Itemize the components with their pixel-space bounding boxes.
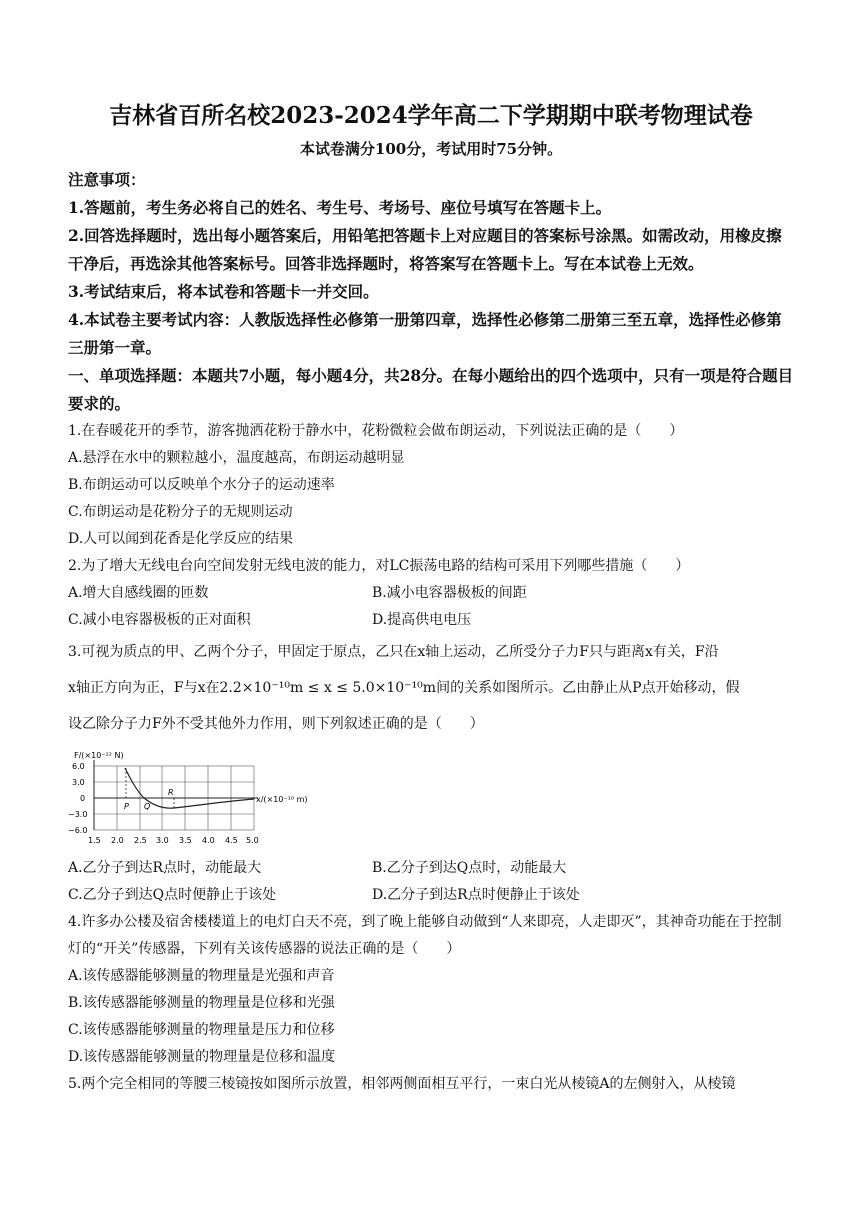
q3-option-d: D.乙分子到达R点时便静止于该处 — [372, 887, 580, 903]
q3-option-a: A.乙分子到达R点时，动能最大 — [68, 860, 262, 876]
y-tick: 3.0 — [72, 778, 85, 787]
q2-stem: 2.为了增大无线电台向空间发射无线电波的能力，对LC振荡电路的结构可采用下列哪些措施（ ） — [68, 558, 690, 574]
q3-stem-line3: 设乙除分子力F外不受其他外力作用，则下列叙述正确的是（ ） — [68, 716, 484, 732]
exam-subtitle: 本试卷满分100分，考试用时75分钟。 — [299, 140, 563, 158]
force-distance-graph — [68, 748, 328, 853]
point-label-r: R — [168, 788, 174, 797]
point-label-p: P — [124, 802, 129, 811]
q1-option-c: C.布朗运动是花粉分子的无规则运动 — [68, 504, 293, 520]
exam-title: 吉林省百所名校2023-2024学年高二下学期期中联考物理试卷 — [109, 102, 753, 129]
x-tick: 4.0 — [202, 836, 215, 845]
x-tick: 1.5 — [88, 836, 101, 845]
q3-formula: 2.2×10⁻¹⁰m ≤ x ≤ 5.0×10⁻¹⁰m — [219, 680, 437, 696]
y-tick: −3.0 — [68, 810, 88, 819]
q1-option-b: B.布朗运动可以反映单个水分子的运动速率 — [68, 477, 335, 493]
q4-stem: 4.许多办公楼及宿舍楼楼道上的电灯白天不亮，到了晚上能够自动做到“人来即亮，人走即灭”，其神奇功能在于控制灯的“开关”传感器，下列有关该传感器的说法正确的是（ ） — [68, 914, 782, 957]
q2-option-b: B.减小电容器极板的间距 — [372, 585, 527, 601]
x-tick: 4.5 — [225, 836, 238, 845]
section-heading: 一、单项选择题：本题共7小题，每小题4分，共28分。在每小题给出的四个选项中，只有一项是符合题目要求的。 — [68, 366, 794, 413]
y-tick: −6.0 — [68, 826, 88, 835]
q4-option-b: B.该传感器能够测量的物理量是位移和光强 — [68, 995, 335, 1011]
exam-page — [68, 100, 794, 1098]
note-item: 3.考试结束后，将本试卷和答题卡一并交回。 — [68, 282, 379, 301]
x-tick: 5.0 — [246, 836, 259, 845]
q2-options-row2 — [68, 607, 794, 634]
q2-option-d: D.提高供电电压 — [372, 612, 472, 628]
graph-xlabel: x/(×10⁻¹⁰ m) — [256, 795, 308, 804]
q3-options-row2 — [68, 882, 794, 909]
q4-option-c: C.该传感器能够测量的物理量是压力和位移 — [68, 1022, 335, 1038]
y-tick: 0 — [80, 794, 86, 803]
graph-ylabel: F/(×10⁻¹² N) — [74, 751, 124, 760]
q3-option-b: B.乙分子到达Q点时，动能最大 — [372, 860, 567, 876]
q3-stem-text: x轴正方向为正，F与x在 — [68, 680, 220, 696]
x-tick: 3.0 — [156, 836, 169, 845]
notes-heading: 注意事项： — [68, 170, 146, 189]
point-label-q: Q — [144, 802, 151, 811]
q5-stem: 5.两个完全相同的等腰三棱镜按如图所示放置，相邻两侧面相互平行，一束白光从棱镜A的左侧射入，从棱镜 — [68, 1076, 736, 1092]
note-item: 4.本试卷主要考试内容：人教版选择性必修第一册第四章，选择性必修第二册第三至五章，选择性必修第三册第一章。 — [68, 310, 782, 357]
q1-option-a: A.悬浮在水中的颗粒越小，温度越高，布朗运动越明显 — [68, 450, 405, 466]
note-item: 2.回答选择题时，选出每小题答案后，用铅笔把答题卡上对应题目的答案标号涂黑。如需改动，用橡皮擦干净后，再选涂其他答案标号。回答非选择题时，将答案写在答题卡上。写在本试卷上无效。 — [68, 226, 782, 273]
q2-option-a: A.增大自感线圈的匝数 — [68, 585, 209, 601]
x-tick: 3.5 — [179, 836, 192, 845]
q2-options-row1 — [68, 580, 794, 607]
q1-option-d: D.人可以闻到花香是化学反应的结果 — [68, 531, 294, 547]
x-tick: 2.0 — [111, 836, 124, 845]
q3-options-row1 — [68, 855, 794, 882]
note-item: 1.答题前，考生务必将自己的姓名、考生号、考场号、座位号填写在答题卡上。 — [68, 198, 612, 217]
q3-stem-line2 — [68, 670, 794, 706]
q4-option-d: D.该传感器能够测量的物理量是位移和温度 — [68, 1049, 336, 1065]
q2-option-c: C.减小电容器极板的正对面积 — [68, 612, 251, 628]
y-tick: 6.0 — [72, 762, 85, 771]
q3-stem-text: 间的关系如图所示。乙由静止从P点开始移动，假 — [436, 680, 740, 696]
q3-option-c: C.乙分子到达Q点时便静止于该处 — [68, 887, 277, 903]
q1-stem: 1.在春暖花开的季节，游客抛洒花粉于静水中，花粉微粒会做布朗运动，下列说法正确的是（ ） — [68, 423, 684, 439]
q3-stem-line1: 3.可视为质点的甲、乙两个分子，甲固定于原点，乙只在x轴上运动，乙所受分子力F只与距离x有关，F沿 — [68, 644, 719, 660]
q4-option-a: A.该传感器能够测量的物理量是光强和声音 — [68, 968, 335, 984]
x-tick: 2.5 — [134, 836, 147, 845]
